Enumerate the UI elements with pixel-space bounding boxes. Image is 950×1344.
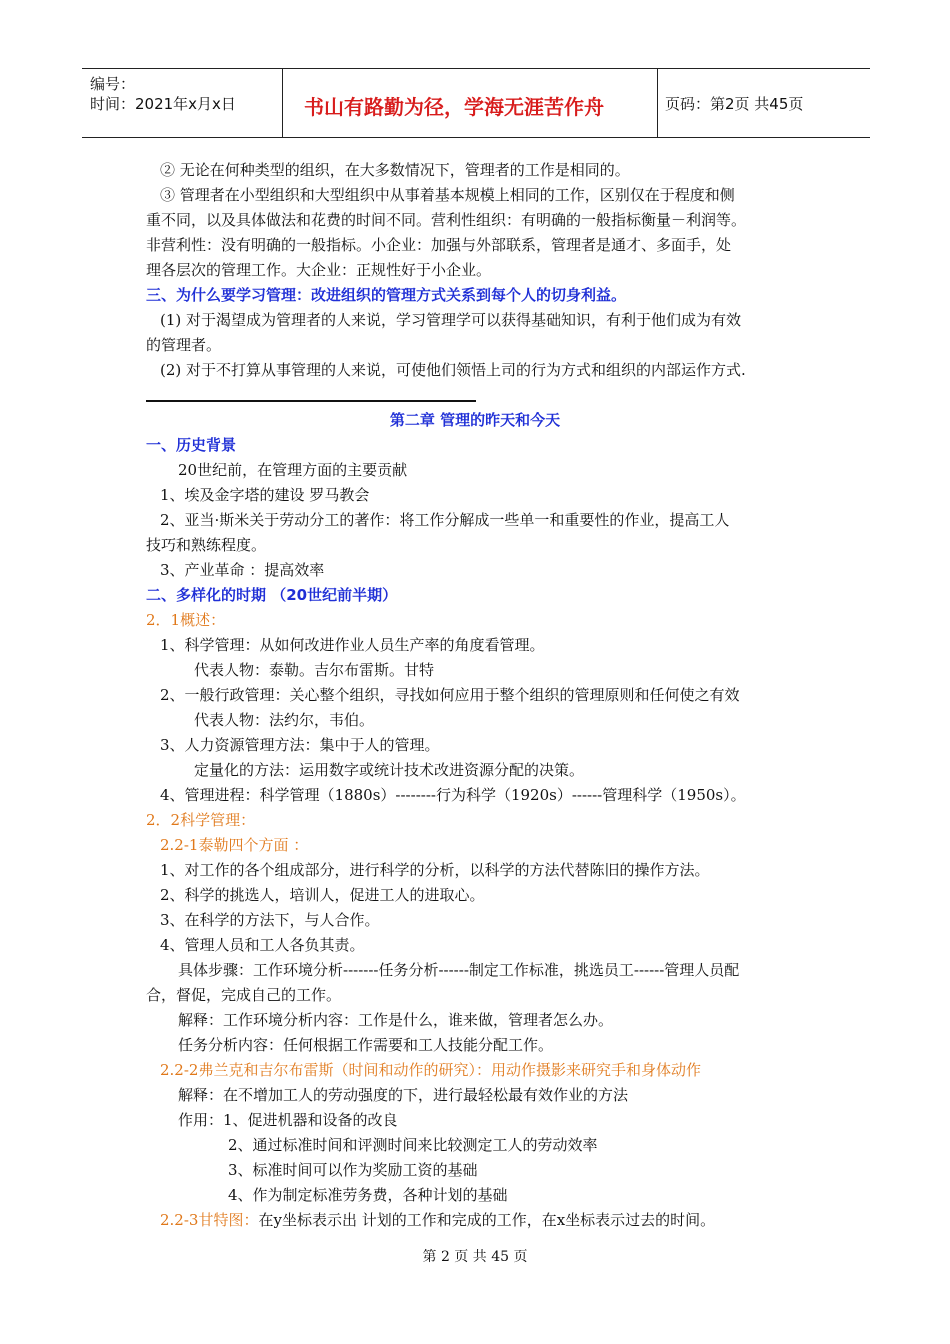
subsection-heading: 2.2-3甘特图： <box>160 1211 259 1229</box>
body-line: 2、通过标准时间和评测时间来比较测定工人的劳动效率 <box>228 1136 598 1154</box>
subsection-heading: 2．1概述： <box>146 611 226 629</box>
header-middle-cell <box>282 69 658 137</box>
body-line: 任务分析内容：任何根据工作需要和工人技能分配工作。 <box>178 1036 554 1054</box>
body-line: 解释：在不增加工人的劳动强度的下，进行最轻松最有效作业的方法 <box>178 1086 629 1104</box>
body-line: 20世纪前，在管理方面的主要贡献 <box>178 461 408 479</box>
body-line: 定量化的方法：运用数字或统计技术改进资源分配的决策。 <box>194 761 585 779</box>
page-header <box>82 68 870 138</box>
body-line: (2) 对于不打算从事管理的人来说，可使他们领悟上司的行为方式和组织的内部运作方式. <box>160 361 746 379</box>
subsection-heading: 2.2-2弗兰克和吉尔布雷斯（时间和动作的研究）：用动作摄影来研究手和身体动作 <box>160 1061 701 1079</box>
body-line: (1) 对于渴望成为管理者的人来说，学习管理学可以获得基础知识，有利于他们成为有效 <box>160 311 742 329</box>
body-line: 重不同，以及具体做法和花费的时间不同。营利性组织：有明确的一般指标衡量－利润等。 <box>146 211 747 229</box>
body-line: 4、作为制定标准劳务费，各种计划的基础 <box>228 1186 508 1204</box>
body-line: 3、标准时间可以作为奖励工资的基础 <box>228 1161 478 1179</box>
body-line: 1、科学管理：从如何改进作业人员生产率的角度看管理。 <box>160 636 545 654</box>
chapter-title: 第二章 管理的昨天和今天 <box>389 411 561 429</box>
body-line: 代表人物：法约尔，韦伯。 <box>194 711 375 729</box>
body-line: 3、产业革命 ：提高效率 <box>160 561 325 579</box>
section-heading-3: 三、为什么要学习管理：改进组织的管理方式关系到每个人的切身利益。 <box>146 286 627 304</box>
body-line: 具体步骤：工作环境分析-------任务分析------制定工作标准，挑选员工------管理人员配 <box>178 961 740 979</box>
body-line: 2、一般行政管理：关心整个组织，寻找如何应用于整个组织的管理原则和任何使之有效 <box>160 686 740 704</box>
body-line: 1、埃及金字塔的建设 罗马教会 <box>160 486 370 504</box>
body-line: 的管理者。 <box>146 336 222 354</box>
body-line: 2、科学的挑选人，培训人，促进工人的进取心。 <box>160 886 485 904</box>
header-motto: 书山有路勤为径，学海无涯苦作舟 <box>304 95 604 119</box>
body-line: 理各层次的管理工作。大企业：正规性好于小企业。 <box>146 261 492 279</box>
body-line: 解释：工作环境分析内容：工作是什么，谁来做，管理者怎么办。 <box>178 1011 614 1029</box>
date-label: 时间：2021年x月x日 <box>90 95 236 113</box>
subsection-heading: 2.2-1泰勒四个方面 ： <box>160 836 309 854</box>
body-line: 合，督促，完成自己的工作。 <box>146 986 342 1004</box>
page-number-label: 页码：第2页 共45页 <box>665 95 804 113</box>
body-line: 非营利性：没有明确的一般指标。小企业：加强与外部联系，管理者是通才、多面手，处 <box>146 236 732 254</box>
body-line: 3、在科学的方法下，与人合作。 <box>160 911 380 929</box>
body-line: 代表人物：泰勒。吉尔布雷斯。甘特 <box>194 661 435 679</box>
body-line: 1、对工作的各个组成部分，进行科学的分析，以科学的方法代替陈旧的操作方法。 <box>160 861 710 879</box>
section-heading-diversification: 二、多样化的时期 （20世纪前半期） <box>146 586 398 604</box>
body-line: 4、管理进程：科学管理（1880s）--------行为科学（1920s）------管理科学（1950s）。 <box>160 786 746 804</box>
body-line: 技巧和熟练程度。 <box>146 536 267 554</box>
subsection-heading: 2．2科学管理： <box>146 811 256 829</box>
body-line: 2、亚当·斯米关于劳动分工的著作：将工作分解成一些单一和重要性的作业，提高工人 <box>160 511 730 529</box>
body-line: ③ 管理者在小型组织和大型组织中从事着基本规模上相同的工作，区别仅在于程度和侧 <box>160 186 735 204</box>
section-divider <box>146 400 476 402</box>
page-footer: 第 2 页 共 45 页 <box>422 1249 528 1265</box>
body-line: 4、管理人员和工人各负其责。 <box>160 936 365 954</box>
body-line: 3、人力资源管理方法：集中于人的管理。 <box>160 736 440 754</box>
body-line: 作用：1、促进机器和设备的改良 <box>178 1111 398 1129</box>
gantt-line <box>160 1210 715 1230</box>
body-text: 在y坐标表示出 计划的工作和完成的工作，在x坐标表示过去的时间。 <box>258 1211 716 1229</box>
header-left-cell <box>82 69 283 137</box>
document-number-label: 编号： <box>90 75 136 93</box>
header-right-cell <box>657 69 870 137</box>
body-line: ② 无论在何种类型的组织，在大多数情况下，管理者的工作是相同的。 <box>160 161 630 179</box>
section-heading-history: 一、历史背景 <box>146 436 237 454</box>
